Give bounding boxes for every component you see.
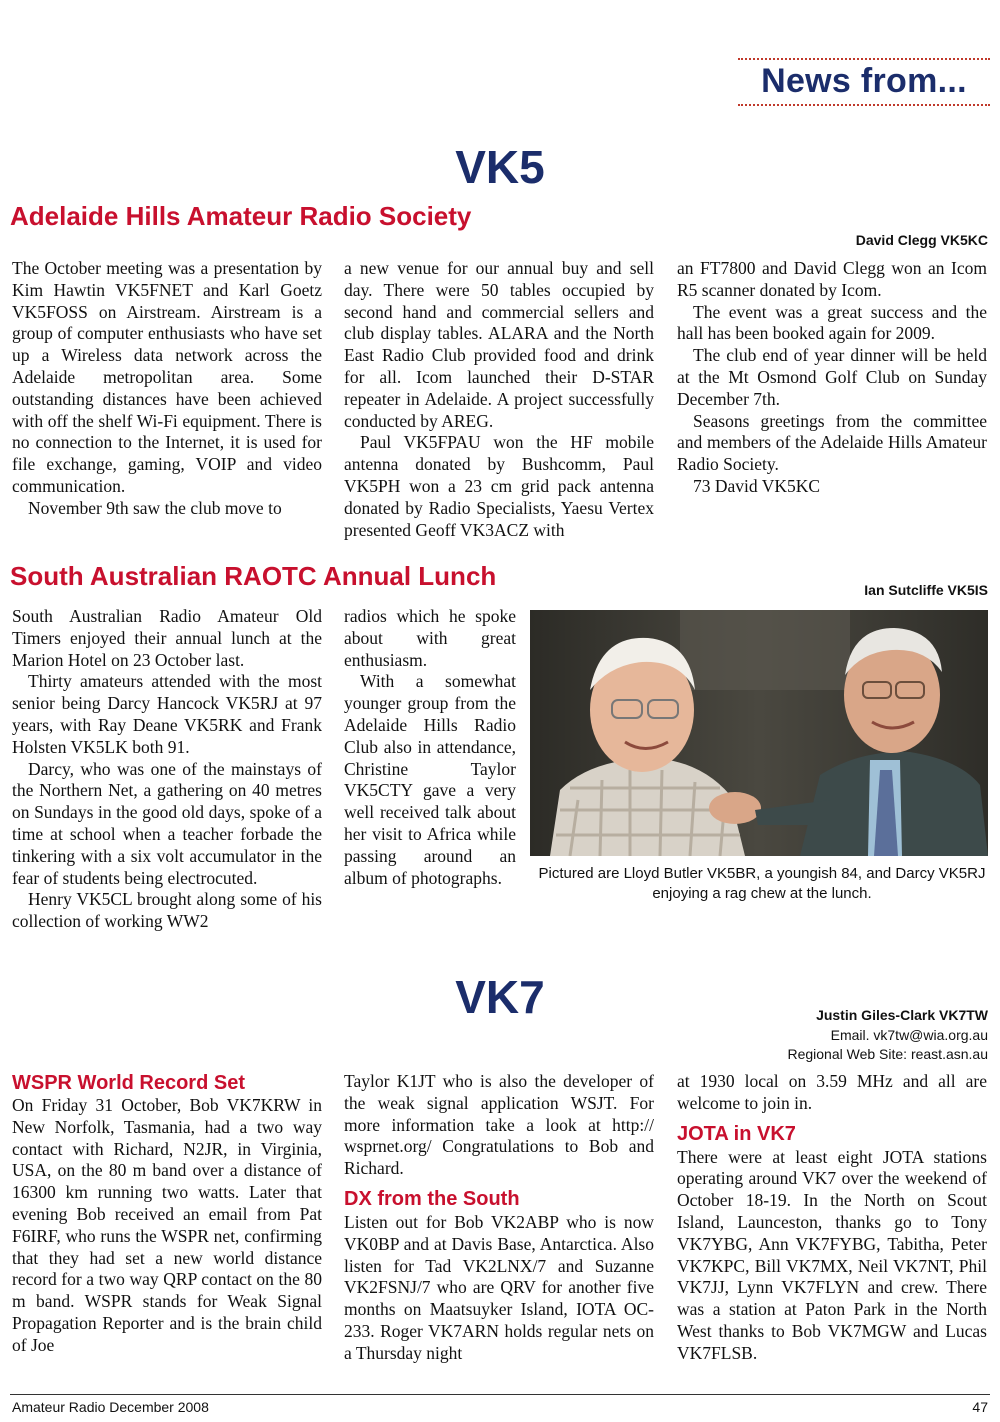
paragraph: an FT7800 and David Clegg won an Icom R5 scanner donated by Icom. (677, 258, 987, 300)
paragraph: Henry VK5CL brought along some of his collection of working WW2 (12, 889, 322, 932)
article-title-wspr: WSPR World Record Set (12, 1072, 245, 1094)
paragraph: November 9th saw the club move to (28, 497, 282, 518)
paragraph: a new venue for our annual buy and sell day. There were 50 tables occupied by second hand and commercial sellers and club display tables. ALARA and the North East Radio Club provided food and drink for all. Icom launched their D-STAR repeater in Adelaide. A project successfully conducted by AREG. (344, 258, 654, 431)
banner-title: News from... (761, 62, 967, 100)
paragraph: at 1930 local on 3.59 MHz and all are welcome to join in. (677, 1071, 987, 1113)
paragraph: Darcy, who was one of the mainstays of the Northern Net, a gathering on 40 metres on Sundays in the good old days, spoke of a time at school when a teacher forbade the tinkering with a six volt accumulator in the fear of students being electrocuted. (12, 758, 322, 888)
ahars-column-2 (344, 258, 654, 541)
vk7-column-1 (12, 1071, 322, 1357)
paragraph: On Friday 31 October, Bob VK7KRW in New Norfolk, Tasmania, had a two way contact with Richard, N2JR, in Virginia, USA, on the 80 m band over a distance of 16300 km running two watts. Later that evening Bob received an email from Pat F6IRF, who runs the WSPR net, confirming that they had set a new world distance record for a two way QRP contact on the 80 m band. WSPR stands for Weak Signal Propagation Reporter and is the brain child of Joe (12, 1095, 322, 1355)
article-title-dx: DX from the South (344, 1187, 520, 1210)
paragraph: There were at least eight JOTA stations operating around VK7 over the weekend of October 18-19. In the North on Scout Island, Launceston, thanks go to Tony VK7YBG, Ann VK7FYBG, Tabitha, Peter VK7KPC, Bill VK7MX, Neil VK7NT, Phil VK7JJ, Lynn VK7FLYN and crew. There was a station at Paton Park in the North West thanks to Bob VK7MGW and Lucas VK7FLSB. (677, 1146, 987, 1363)
paragraph: Taylor K1JT who is also the developer of the weak signal application WSJT. For more information take a look at http:// wsprnet.org/ Congratulations to Bob and Richard. (344, 1071, 654, 1179)
footer-publication: Amateur Radio December 2008 (12, 1399, 209, 1415)
paragraph: Listen out for Bob VK2ABP who is now VK0BP and at Davis Base, Antarctica. Also listen for Tad VK2LNX/7 and Suzanne VK2FSNJ/7 who are QRV for another five months on Maatsuyker Island, IOTA OC-233. Roger VK7ARN holds regular nets on a Thursday night (344, 1211, 654, 1363)
ahars-column-1 (12, 258, 322, 520)
banner-bottom-rule (738, 104, 990, 106)
paragraph: The event was a great success and the hall has been booked again for 2009. (677, 301, 987, 344)
byline-raotc: Ian Sutcliffe VK5IS (864, 582, 988, 598)
vk7-email: Email. vk7tw@wia.org.au (830, 1027, 988, 1043)
paragraph: Thirty amateurs attended with the most senior being Darcy Hancock VK5RJ at 97 years, with Ray Deane VK5RK and Frank Holsten VK5LK both 91. (12, 671, 322, 757)
paragraph: With a somewhat younger group from the Adelaide Hills Radio Club also in attendance, Christine Taylor VK5CTY gave a very well received talk about her visit to Africa while passing around an album of photographs. (344, 671, 516, 888)
article-title-jota: JOTA in VK7 (677, 1122, 796, 1145)
paragraph: radios which he spoke about with great enthusiasm. (344, 606, 516, 670)
ahars-column-3 (677, 258, 987, 498)
photo-lloyd-and-darcy (530, 610, 988, 856)
region-heading-vk7: VK7 (455, 971, 545, 1023)
paragraph: 73 David VK5KC (693, 475, 821, 496)
raotc-column-2 (344, 606, 516, 889)
paragraph: Paul VK5FPAU won the HF mobile antenna donated by Bushcomm, Paul VK5PH won a 23 cm grid pack antenna donated by Radio Specialists, Yaesu Vertex presented Geoff VK3ACZ with (344, 432, 654, 540)
vk7-column-3 (677, 1071, 987, 1365)
footer-rule (10, 1394, 990, 1395)
vk7-website: Regional Web Site: reast.asn.au (787, 1046, 988, 1062)
article-title-ahars: Adelaide Hills Amateur Radio Society (10, 201, 472, 231)
page-number: 47 (972, 1399, 988, 1415)
raotc-column-1 (12, 606, 322, 933)
vk7-column-2 (344, 1071, 654, 1365)
photo-illustration (530, 610, 988, 856)
paragraph: South Australian Radio Amateur Old Timers enjoyed their annual lunch at the Marion Hotel on 23 October last. (12, 606, 322, 670)
article-title-raotc: South Australian RAOTC Annual Lunch (10, 561, 497, 591)
byline-vk7: Justin Giles-Clark VK7TW (816, 1007, 988, 1023)
region-heading-vk5: VK5 (455, 141, 545, 193)
banner-top-rule (738, 58, 990, 60)
photo-caption: Pictured are Lloyd Butler VK5BR, a youngish 84, and Darcy VK5RJ enjoying a rag chew at the lunch. (538, 865, 986, 902)
paragraph: Seasons greetings from the committee and members of the Adelaide Hills Amateur Radio Society. (677, 410, 987, 475)
byline-ahars: David Clegg VK5KC (855, 232, 988, 248)
section-banner (738, 58, 990, 106)
paragraph: The October meeting was a presentation by Kim Hawtin VK5FNET and Karl Goetz VK5FOSS on Airstream. Airstream is a group of computer enthusiasts who have set up a Wireless data network across the Adelaide metropolitan area. Some outstanding distances have been achieved with off the shelf Wi-Fi equipment. There is no connection to the Internet, it is used for file exchange, gaming, VOIP and video communication. (12, 258, 322, 496)
paragraph: The club end of year dinner will be held at the Mt Osmond Golf Club on Sunday December 7th. (677, 345, 987, 409)
